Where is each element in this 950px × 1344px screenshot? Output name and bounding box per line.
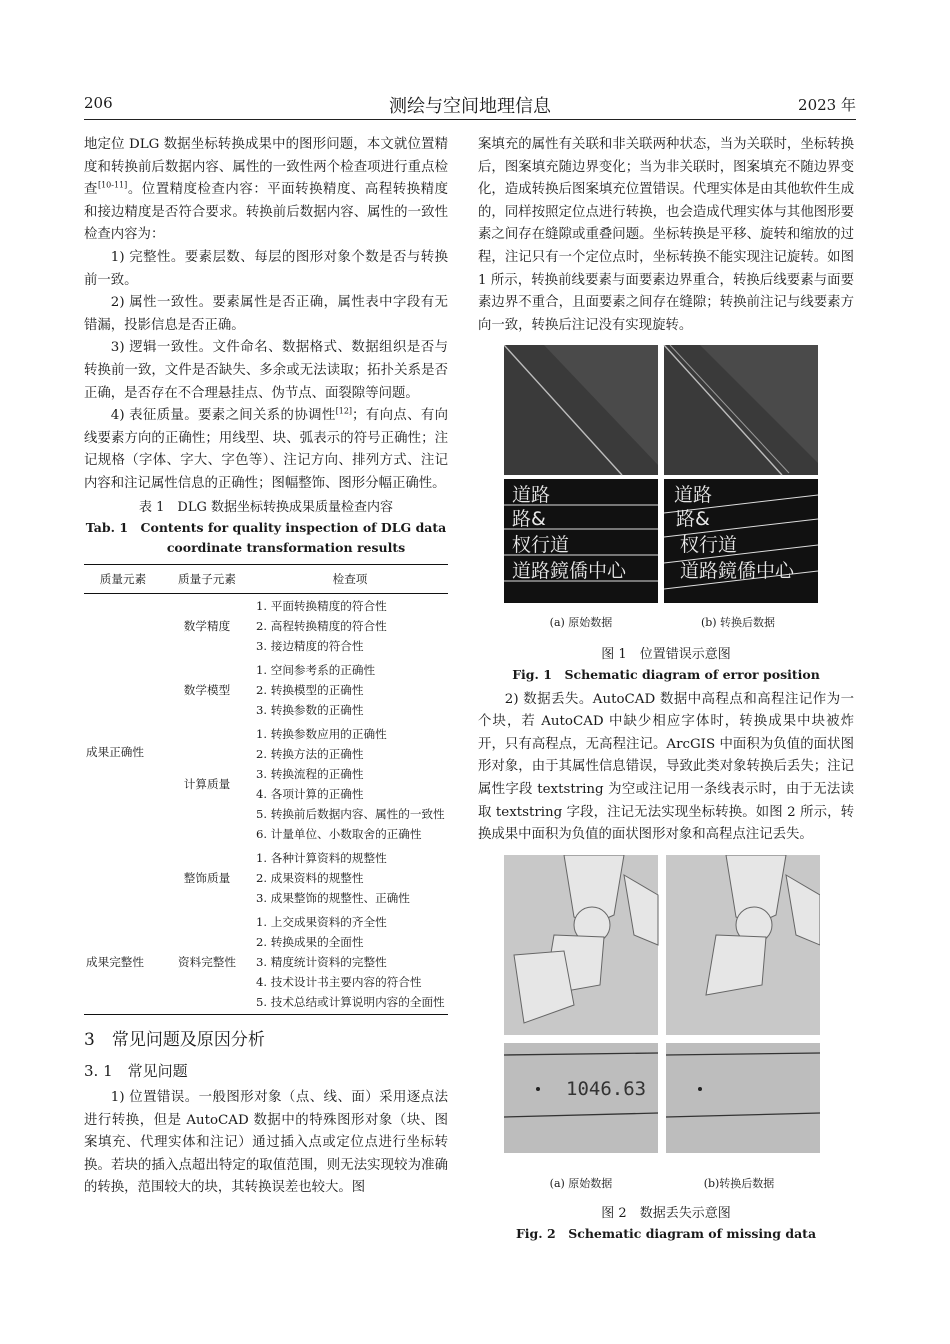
paragraph: 1) 位置错误。一般图形对象（点、线、面）采用逐点法进行转换，但是 AutoCAD 数据中的特殊图形对象（块、图案填充、代理实体和注记）通过插入点或定位点进行坐标转换。若块的插入点超出特定的取值范围，则无法实现较为准确的转换，范围较大的块，其转换误差也较大。图 — [84, 1090, 448, 1196]
page-number: 206 — [84, 94, 113, 112]
subsection-heading: 3. 1 常见问题 — [84, 1062, 188, 1081]
quality-element: 成果完整性 — [84, 910, 162, 1015]
fig1-caption-cn: 图 1 位置错误示意图 — [601, 646, 731, 662]
table-header: 质量子元素 — [162, 564, 252, 594]
figure-1 — [504, 345, 818, 634]
fig1-label: 路& — [512, 508, 546, 531]
quality-element: 成果正确性 — [86, 744, 144, 759]
paragraph: 地定位 DLG 数据坐标转换成果中的图形问题，本文就位置精度和转换前后数据内容、属性的一致性两个检查项进行重点检查[10-11]。位置精度检查内容：平面转换精度、高程转换精度和接边精度是否符合要求。转换前后数据内容、属性的一致性检查内容为： — [84, 137, 449, 243]
fig1-label: 杈行道 — [680, 534, 738, 557]
fig2-caption-cn: 图 2 数据丢失示意图 — [601, 1205, 731, 1221]
fig1-label: 道路鏡僑中心 — [680, 560, 795, 583]
right-column — [478, 134, 854, 1244]
header-rule — [84, 119, 856, 120]
check-items: 1. 转换参数应用的正确性 2. 转换方法的正确性 3. 转换流程的正确性 4. 各项计算的正确性 5. 转换前后数据内容、属性的一致性 6. 计量单位、小数取舍的正确性 — [256, 727, 445, 842]
fig2-elevation-label: 1046.63 — [566, 1077, 647, 1100]
citation: [12] — [335, 406, 353, 416]
fig2-sub-a: (a) 原始数据 — [549, 1177, 613, 1191]
fig1-label: 道路 — [512, 484, 551, 507]
fig1-label: 道路 — [674, 484, 713, 507]
fig1-label: 杈行道 — [512, 534, 570, 557]
table-header: 质量元素 — [84, 564, 162, 594]
list-item: 3) 逻辑一致性。文件命名、数据格式、数据组织是否与转换前一致，文件是否缺失、多余或无法读取；拓扑关系是否正确，是否存在不合理悬挂点、伪节点、面裂隙等问题。 — [84, 340, 448, 401]
fig1-sub-b: (b) 转换后数据 — [700, 615, 776, 629]
fig2-sub-b: (b)转换后数据 — [703, 1177, 775, 1191]
figure-1-image — [504, 345, 818, 603]
check-items: 1. 各种计算资料的规整性 2. 成果资料的规整性 3. 成果整饰的规整性、正确性 — [256, 851, 410, 906]
quality-subelement: 计算质量 — [183, 776, 231, 791]
figure-2-image — [504, 855, 820, 1165]
check-items: 1. 平面转换精度的符合性 2. 高程转换精度的符合性 3. 接边精度的符合性 — [256, 599, 387, 654]
fig1-label: 道路鏡僑中心 — [512, 560, 627, 583]
journal-title: 测绘与空间地理信息 — [389, 96, 551, 117]
table-caption-en-2: coordinate transformation results — [166, 539, 406, 555]
fig1-caption-en: Fig. 1 Schematic diagram of error position — [512, 666, 820, 682]
check-items: 1. 空间参考系的正确性 2. 转换模型的正确性 3. 转换参数的正确性 — [256, 663, 376, 718]
fig1-sub-a: (a) 原始数据 — [549, 615, 613, 629]
list-item: 4) 表征质量。要素之间关系的协调性[12]；有向点、有向线要素方向的正确性；用线型、块、弧表示的符号正确性；注记规格（字体、字大、字色等）、注记方向、排列方式、注记内容和注记属性信息的正确性；图幅整饰、图形分幅正确性。 — [84, 406, 449, 491]
quality-subelement: 整饰质量 — [183, 870, 231, 885]
citation: [10-11] — [97, 180, 128, 190]
quality-subelement: 数学模型 — [183, 682, 231, 697]
figure-2 — [504, 855, 820, 1196]
quality-subelement: 资料完整性 — [162, 910, 252, 1015]
list-item: 2) 属性一致性。要素属性是否正确，属性表中字段有无错漏，投影信息是否正确。 — [84, 295, 448, 333]
fig1-label: 路& — [676, 508, 710, 531]
quality-table — [84, 564, 448, 1016]
section-heading: 3 常见问题及原因分析 — [84, 1030, 265, 1051]
table-header: 检查项 — [252, 564, 448, 594]
year: 2023 年 — [798, 96, 856, 114]
quality-subelement: 数学精度 — [183, 618, 231, 633]
paragraph: 2) 数据丢失。AutoCAD 数据中高程点和高程注记作为一个块，若 AutoCAD 中缺少相应字体时，转换成果中块被炸开，只有高程点，无高程注记。ArcGIS 中面积为负值的面状图形对象，由于其属性信息错误，导致此类对象转换后丢失；注记属性字段 textstring 为空或注记用一条线表示时，由于无法读取 textstring 字段，注记无法实现坐标转换。如图 2 所示，转换成果中面积为负值的面状图形对象和高程点注记丢失。 — [478, 691, 854, 843]
table-caption-cn: 表 1 DLG 数据坐标转换成果质量检查内容 — [139, 499, 393, 515]
left-column — [84, 134, 448, 1200]
table-caption-en: Tab. 1 Contents for quality inspection of DLG data — [85, 519, 447, 535]
fig2-caption-en: Fig. 2 Schematic diagram of missing data — [515, 1225, 817, 1241]
list-item: 1) 完整性。要素层数、每层的图形对象个数是否与转换前一致。 — [84, 249, 448, 288]
check-items: 1. 上交成果资料的齐全性 2. 转换成果的全面性 3. 精度统计资料的完整性 4. 技术设计书主要内容的符合性 5. 技术总结或计算说明内容的全面性 — [252, 910, 448, 1015]
running-header — [84, 92, 856, 118]
paragraph: 案填充的属性有关联和非关联两种状态，当为关联时，坐标转换后，图案填充随边界变化；当为非关联时，图案填充不随边界变化，造成转换后图案填充位置错误。代理实体是由其他软件生成的，同样按照定位点进行转换，也会造成代理实体与其他图形要素之间存在缝隙或重叠问题。坐标转换是平移、旋转和缩放的过程，注记只有一个定位点时，坐标转换不能实现注记旋转。如图 1 所示，转换前线要素与面要素边界重合，转换后线要素与面要素边界不重合，且面要素之间存在缝隙；转换前注记与线要素方向一致，转换后注记没有实现旋转。 — [478, 137, 854, 333]
